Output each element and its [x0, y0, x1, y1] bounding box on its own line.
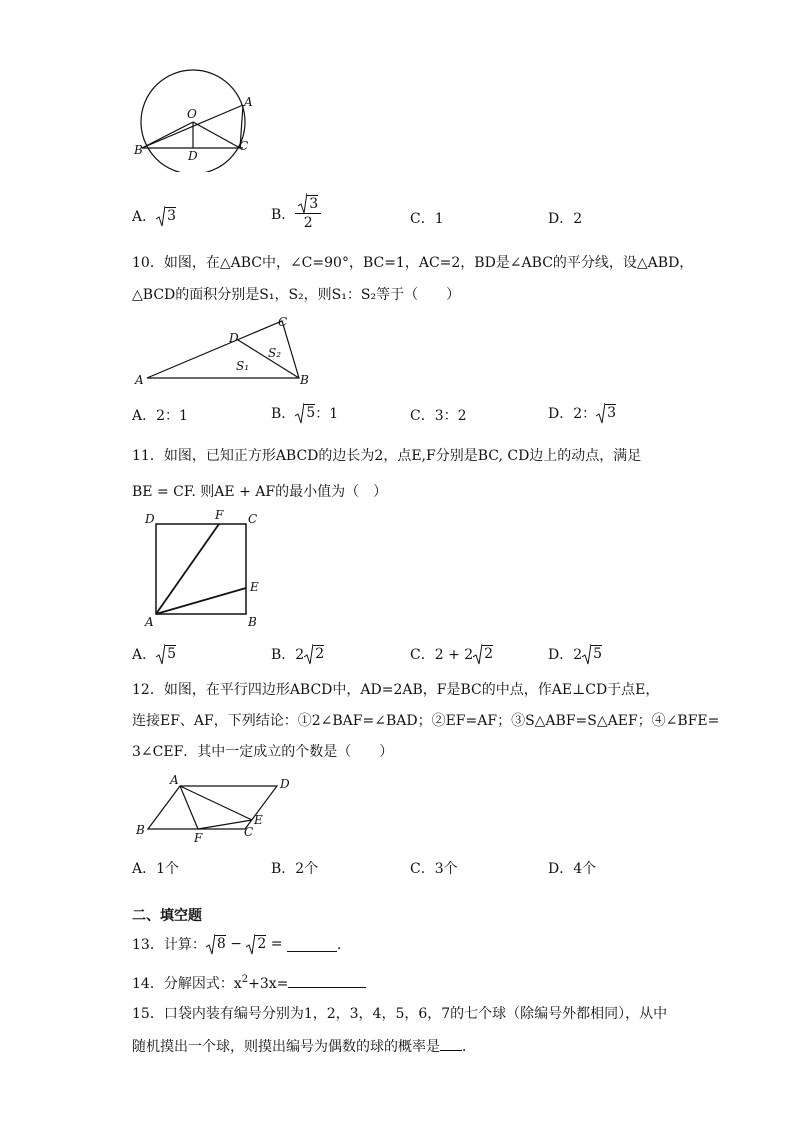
q13-radicand-1: 8 — [216, 936, 226, 952]
q13-end: ． — [336, 937, 351, 953]
q12-option-d: D．4个 — [548, 861, 597, 877]
fig10-label-b: B — [300, 373, 309, 387]
q10-option-b-radicand: 5 — [306, 405, 316, 421]
q13-prefix: 13．计算： — [132, 937, 206, 953]
q13-answer-blank[interactable] — [287, 937, 337, 952]
q12-option-c: C．3个 — [410, 861, 458, 877]
q11-option-b — [271, 644, 324, 664]
q11-text-line1: 11．如图，已知正方形ABCD的边长为2，点E,F分别是BC, CD边上的动点，满足 — [132, 448, 642, 464]
q13-minus: − — [225, 936, 247, 952]
sqrt-symbol — [206, 936, 226, 952]
q13-radicand-2: 2 — [257, 936, 267, 952]
sqrt-symbol — [156, 208, 176, 224]
q13-question — [132, 934, 351, 954]
q11-option-d-label: D．2 — [548, 647, 583, 663]
q12-text-line2: 连接EF、AF，下列结论：①2∠BAF=∠BAD；②EF=AF；③S△ABF=S△AEF；④∠BFE= — [132, 713, 720, 729]
q10-text-line1: 10．如图，在△ABC中，∠C=90°，BC=1，AC=2，BD是∠ABC的平分线，设△ABD， — [132, 255, 694, 271]
q12-option-a: A．1个 — [132, 861, 180, 877]
q11-option-c-radicand: 2 — [484, 646, 494, 662]
section-heading: 二、填空题 — [132, 908, 202, 924]
q10-triangle-figure — [130, 312, 320, 390]
fig12-label-e: E — [254, 813, 263, 827]
q14-rest: +3x= — [248, 976, 289, 992]
fig9-label-o: O — [187, 107, 197, 121]
q15-answer-blank[interactable] — [440, 1036, 462, 1051]
fig11-label-e: E — [250, 580, 259, 594]
q11-option-d-radicand: 5 — [593, 646, 603, 662]
q9-option-b-denominator: 2 — [303, 215, 313, 231]
q13-equals: = — [266, 936, 287, 952]
q14-answer-blank[interactable] — [288, 973, 366, 988]
q11-option-b-radicand: 2 — [315, 646, 325, 662]
q9-option-b — [271, 195, 321, 232]
q10-option-c: C．3：2 — [410, 408, 467, 424]
fig9-label-a: A — [244, 95, 253, 109]
fig11-label-f: F — [215, 508, 224, 522]
q15-end: ． — [462, 1039, 476, 1055]
sqrt-symbol — [156, 646, 176, 662]
q9-option-a-label: A． — [132, 209, 157, 225]
sqrt-symbol — [473, 646, 493, 662]
fig10-label-s2: S₂ — [268, 346, 282, 360]
q11-option-b-label: B．2 — [271, 647, 305, 663]
sqrt-symbol — [295, 405, 315, 421]
fig10-label-a: A — [135, 373, 144, 387]
q11-text-line2: BE = CF. 则AE + AF的最小值为（ ） — [132, 484, 388, 500]
q12-parallelogram-figure — [130, 770, 300, 846]
sqrt-symbol — [582, 646, 602, 662]
q10-option-b-label: B． — [271, 406, 296, 422]
sqrt-symbol — [246, 936, 266, 952]
q9-option-a — [132, 206, 176, 226]
fig11-label-a: A — [145, 615, 154, 629]
q9-option-a-radicand: 3 — [167, 208, 177, 224]
fig9-label-c: C — [239, 139, 249, 153]
q12-option-b: B．2个 — [271, 861, 319, 877]
fraction — [295, 195, 321, 232]
q10-text-line2: △BCD的面积分别是S₁，S₂，则S₁：S₂等于（ ） — [132, 287, 461, 303]
q11-option-c-label: C．2 + 2 — [410, 647, 474, 663]
fig9-label-b: B — [134, 143, 143, 157]
fig12-label-f: F — [194, 831, 203, 845]
fig12-label-d: D — [280, 777, 290, 791]
fig12-label-b: B — [136, 823, 145, 837]
q9-option-b-label: B． — [271, 206, 296, 223]
q9-option-c: C．1 — [410, 211, 444, 227]
q10-option-a: A．2：1 — [132, 408, 188, 424]
q10-option-d — [548, 403, 616, 423]
q15-line2-text: 随机摸出一个球，则摸出编号为偶数的球的概率是 — [132, 1039, 440, 1055]
q10-option-d-label: D．2： — [548, 406, 597, 422]
fig9-label-d: D — [188, 149, 198, 163]
q12-text-line3: 3∠CEF．其中一定成立的个数是（ ） — [132, 744, 394, 760]
q9-circle-figure — [130, 68, 260, 172]
fig12-label-a: A — [170, 773, 179, 787]
fig10-label-s1: S₁ — [236, 359, 250, 373]
sqrt-symbol — [298, 195, 318, 213]
q10-option-b-tail: ：1 — [315, 406, 339, 422]
q14-question — [132, 970, 366, 994]
q11-option-a — [132, 644, 176, 664]
q15-text-line1: 15．口袋内装有编号分别为1，2，3，4，5，6，7的七个球（除编号外都相同），从中 — [132, 1006, 668, 1022]
q10-option-d-radicand: 3 — [607, 405, 617, 421]
q9-option-d: D．2 — [548, 211, 583, 227]
q10-option-b — [271, 403, 338, 423]
q11-square-figure — [140, 506, 270, 630]
q14-exponent: 2 — [241, 974, 249, 985]
fig11-label-c: C — [248, 512, 258, 526]
q15-text-line2 — [132, 1036, 476, 1057]
sqrt-symbol — [596, 405, 616, 421]
fig11-label-b: B — [248, 615, 257, 629]
q11-option-a-label: A． — [132, 647, 157, 663]
q9-option-b-numerator: 3 — [309, 196, 319, 212]
q12-text-line1: 12．如图，在平行四边形ABCD中，AD=2AB，F是BC的中点，作AE⊥CD于点E， — [132, 682, 660, 698]
q14-prefix: 14．分解因式：x — [132, 976, 242, 992]
fig10-label-d: D — [229, 331, 239, 345]
fig11-label-d: D — [145, 512, 155, 526]
sqrt-symbol — [304, 646, 324, 662]
q11-option-d — [548, 644, 602, 664]
fig12-label-c: C — [244, 825, 254, 839]
q11-option-a-radicand: 5 — [167, 646, 177, 662]
q11-option-c — [410, 644, 493, 664]
fig10-label-c: C — [278, 315, 288, 329]
